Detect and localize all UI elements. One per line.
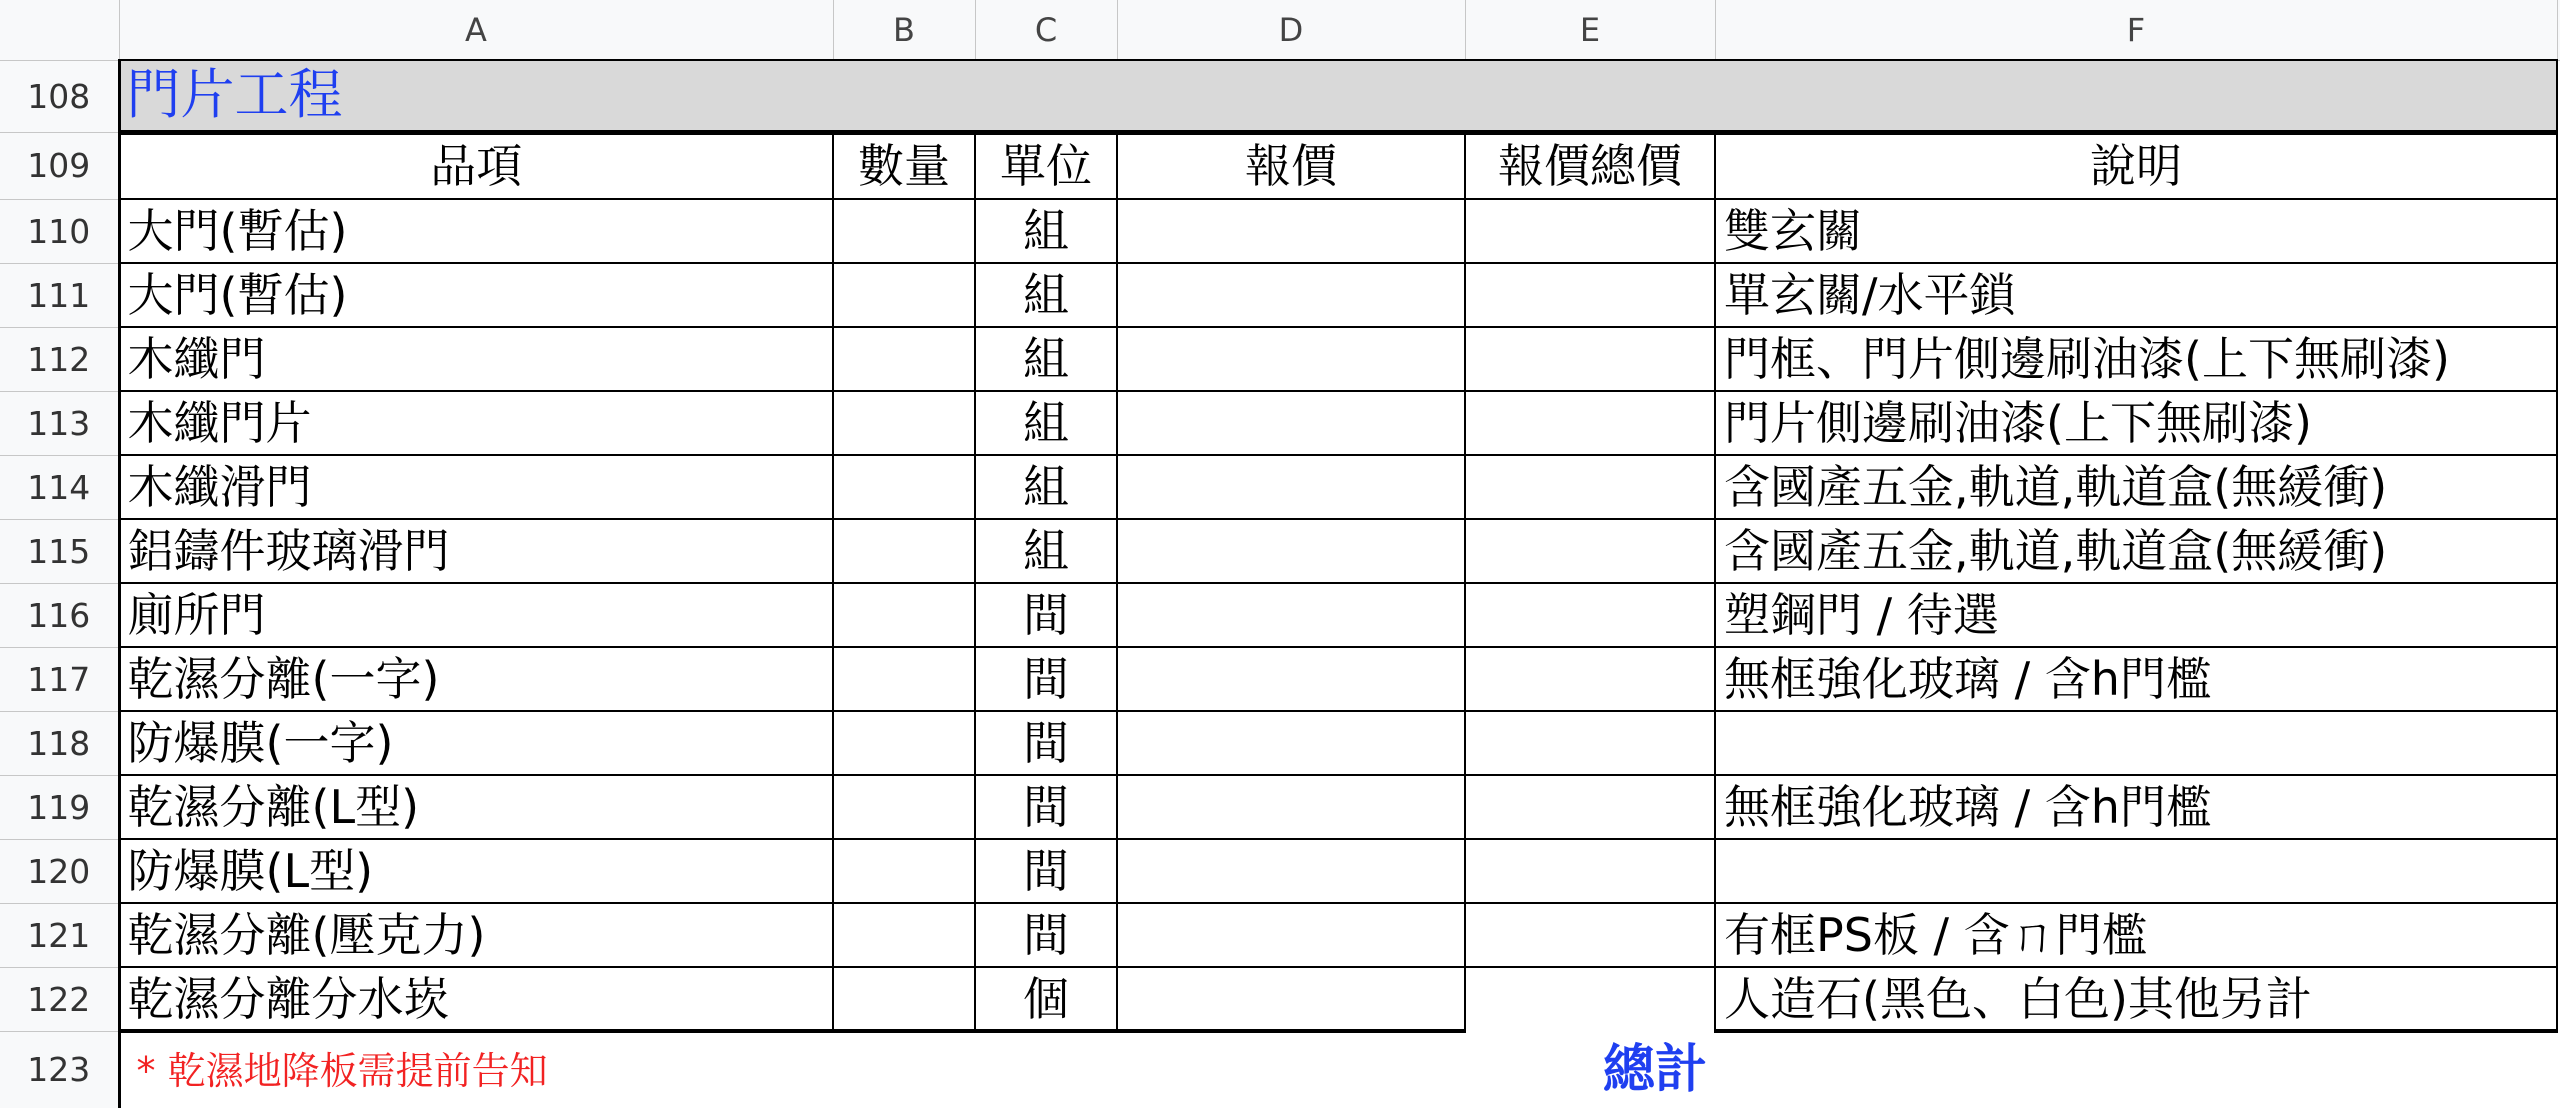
item-cell-113[interactable]: 木纖門片 <box>119 391 833 455</box>
item-cell-112[interactable]: 木纖門 <box>119 327 833 391</box>
grand-total-label-cell[interactable]: 總計 <box>1602 1039 1707 1100</box>
total-price-cell-114[interactable] <box>1465 455 1715 519</box>
unit-cell-117[interactable]: 間 <box>975 647 1117 711</box>
description-cell-113[interactable]: 門片側邊刷油漆(上下無刷漆) <box>1715 391 2557 455</box>
price-cell-121[interactable] <box>1117 903 1465 967</box>
row-110 <box>0 199 2560 263</box>
unit-cell-110[interactable]: 組 <box>975 199 1117 263</box>
row-118 <box>0 711 2560 775</box>
price-cell-119[interactable] <box>1117 775 1465 839</box>
quantity-cell-122[interactable] <box>833 967 975 1031</box>
row-header-116[interactable]: 116 <box>0 583 119 647</box>
total-price-cell-110[interactable] <box>1465 199 1715 263</box>
price-cell-110[interactable] <box>1117 199 1465 263</box>
quantity-cell-116[interactable] <box>833 583 975 647</box>
row-header-119[interactable]: 119 <box>0 775 119 839</box>
description-cell-114[interactable]: 含國產五金,軌道,軌道盒(無緩衝) <box>1715 455 2557 519</box>
row-109 <box>0 132 2560 199</box>
quantity-cell-119[interactable] <box>833 775 975 839</box>
quantity-cell-121[interactable] <box>833 903 975 967</box>
header-cell-quantity[interactable]: 數量 <box>833 132 975 199</box>
item-cell-120[interactable]: 防爆膜(L型) <box>119 839 833 903</box>
row-header-112[interactable]: 112 <box>0 327 119 391</box>
item-cell-117[interactable]: 乾濕分離(一字) <box>119 647 833 711</box>
total-price-cell-113[interactable] <box>1465 391 1715 455</box>
grand-total-value-cell[interactable] <box>1715 1031 2557 1108</box>
item-cell-118[interactable]: 防爆膜(一字) <box>119 711 833 775</box>
column-header-a[interactable]: A <box>119 0 833 60</box>
description-cell-110[interactable]: 雙玄關 <box>1715 199 2557 263</box>
quantity-cell-112[interactable] <box>833 327 975 391</box>
empty-cell-b123[interactable] <box>833 1031 975 1108</box>
total-price-cell-115[interactable] <box>1465 519 1715 583</box>
section-title-cell[interactable]: 門片工程 <box>119 60 2557 132</box>
description-cell-119[interactable]: 無框強化玻璃 / 含h門檻 <box>1715 775 2557 839</box>
row-header-117[interactable]: 117 <box>0 647 119 711</box>
empty-cell-c123[interactable] <box>975 1031 1117 1108</box>
description-cell-116[interactable]: 塑鋼門 / 待選 <box>1715 583 2557 647</box>
row-header-120[interactable]: 120 <box>0 839 119 903</box>
row-111 <box>0 263 2560 327</box>
row-123 <box>0 1031 2560 1108</box>
quantity-cell-111[interactable] <box>833 263 975 327</box>
header-cell-description[interactable]: 說明 <box>1715 132 2557 199</box>
unit-cell-114[interactable]: 組 <box>975 455 1117 519</box>
price-cell-117[interactable] <box>1117 647 1465 711</box>
item-cell-121[interactable]: 乾濕分離(壓克力) <box>119 903 833 967</box>
price-cell-114[interactable] <box>1117 455 1465 519</box>
row-108 <box>0 60 2560 132</box>
column-header-f[interactable]: F <box>1715 0 2557 60</box>
quantity-cell-113[interactable] <box>833 391 975 455</box>
description-cell-117[interactable]: 無框強化玻璃 / 含h門檻 <box>1715 647 2557 711</box>
quantity-cell-117[interactable] <box>833 647 975 711</box>
total-price-cell-116[interactable] <box>1465 583 1715 647</box>
price-cell-118[interactable] <box>1117 711 1465 775</box>
quantity-cell-115[interactable] <box>833 519 975 583</box>
description-cell-118[interactable] <box>1715 711 2557 775</box>
total-price-cell-121[interactable] <box>1465 903 1715 967</box>
row-113 <box>0 391 2560 455</box>
price-cell-120[interactable] <box>1117 839 1465 903</box>
total-price-cell-122[interactable] <box>1465 967 1715 1031</box>
row-120 <box>0 839 2560 903</box>
description-cell-115[interactable]: 含國產五金,軌道,軌道盒(無緩衝) <box>1715 519 2557 583</box>
row-header-111[interactable]: 111 <box>0 263 119 327</box>
price-cell-112[interactable] <box>1117 327 1465 391</box>
row-header-121[interactable]: 121 <box>0 903 119 967</box>
unit-cell-112[interactable]: 組 <box>975 327 1117 391</box>
unit-cell-111[interactable]: 組 <box>975 263 1117 327</box>
column-header-e[interactable]: E <box>1465 0 1715 60</box>
total-price-cell-118[interactable] <box>1465 711 1715 775</box>
item-cell-114[interactable]: 木纖滑門 <box>119 455 833 519</box>
unit-cell-121[interactable]: 間 <box>975 903 1117 967</box>
total-price-cell-120[interactable] <box>1465 839 1715 903</box>
column-header-d[interactable]: D <box>1117 0 1465 60</box>
unit-cell-119[interactable]: 間 <box>975 775 1117 839</box>
total-price-cell-111[interactable] <box>1465 263 1715 327</box>
price-cell-116[interactable] <box>1117 583 1465 647</box>
header-cell-total-price[interactable]: 報價總價 <box>1465 132 1715 199</box>
description-cell-112[interactable]: 門框、門片側邊刷油漆(上下無刷漆) <box>1715 327 2557 391</box>
row-112 <box>0 327 2560 391</box>
row-121 <box>0 903 2560 967</box>
header-cell-item[interactable]: 品項 <box>119 132 833 199</box>
description-cell-122[interactable]: 人造石(黑色、白色)其他另計 <box>1715 967 2557 1031</box>
row-122 <box>0 967 2560 1031</box>
column-header-b[interactable]: B <box>833 0 975 60</box>
row-header-110[interactable]: 110 <box>0 199 119 263</box>
total-price-cell-112[interactable] <box>1465 327 1715 391</box>
price-cell-111[interactable] <box>1117 263 1465 327</box>
total-price-cell-119[interactable] <box>1465 775 1715 839</box>
select-all-corner[interactable] <box>0 0 119 60</box>
row-header-113[interactable]: 113 <box>0 391 119 455</box>
unit-cell-120[interactable]: 間 <box>975 839 1117 903</box>
unit-cell-118[interactable]: 間 <box>975 711 1117 775</box>
total-price-cell-117[interactable] <box>1465 647 1715 711</box>
item-cell-116[interactable]: 廁所門 <box>119 583 833 647</box>
row-header-123[interactable]: 123 <box>0 1031 119 1108</box>
price-cell-113[interactable] <box>1117 391 1465 455</box>
column-header-row <box>0 0 2560 60</box>
header-cell-unit[interactable]: 單位 <box>975 132 1117 199</box>
row-117 <box>0 647 2560 711</box>
description-cell-121[interactable]: 有框PS板 / 含ㄇ門檻 <box>1715 903 2557 967</box>
quantity-cell-110[interactable] <box>833 199 975 263</box>
unit-cell-116[interactable]: 間 <box>975 583 1117 647</box>
empty-cell-d123[interactable] <box>1117 1031 1465 1108</box>
row-114 <box>0 455 2560 519</box>
quantity-cell-118[interactable] <box>833 711 975 775</box>
description-cell-120[interactable] <box>1715 839 2557 903</box>
header-cell-price[interactable]: 報價 <box>1117 132 1465 199</box>
item-cell-119[interactable]: 乾濕分離(L型) <box>119 775 833 839</box>
item-cell-122[interactable]: 乾濕分離分水崁 <box>119 967 833 1031</box>
unit-cell-122[interactable]: 個 <box>975 967 1117 1031</box>
item-cell-111[interactable]: 大門(暫估) <box>119 263 833 327</box>
row-header-115[interactable]: 115 <box>0 519 119 583</box>
row-116 <box>0 583 2560 647</box>
unit-cell-115[interactable]: 組 <box>975 519 1117 583</box>
item-cell-115[interactable]: 鋁鑄件玻璃滑門 <box>119 519 833 583</box>
row-header-122[interactable]: 122 <box>0 967 119 1031</box>
note-cell[interactable]: * 乾濕地降板需提前告知 <box>119 1031 833 1108</box>
row-header-108[interactable]: 108 <box>0 60 119 132</box>
column-header-c[interactable]: C <box>975 0 1117 60</box>
price-cell-122[interactable] <box>1117 967 1465 1031</box>
unit-cell-113[interactable]: 組 <box>975 391 1117 455</box>
quantity-cell-114[interactable] <box>833 455 975 519</box>
row-header-118[interactable]: 118 <box>0 711 119 775</box>
row-header-114[interactable]: 114 <box>0 455 119 519</box>
item-cell-110[interactable]: 大門(暫估) <box>119 199 833 263</box>
row-119 <box>0 775 2560 839</box>
quantity-cell-120[interactable] <box>833 839 975 903</box>
row-header-109[interactable]: 109 <box>0 132 119 199</box>
price-cell-115[interactable] <box>1117 519 1465 583</box>
description-cell-111[interactable]: 單玄關/水平鎖 <box>1715 263 2557 327</box>
row-115 <box>0 519 2560 583</box>
